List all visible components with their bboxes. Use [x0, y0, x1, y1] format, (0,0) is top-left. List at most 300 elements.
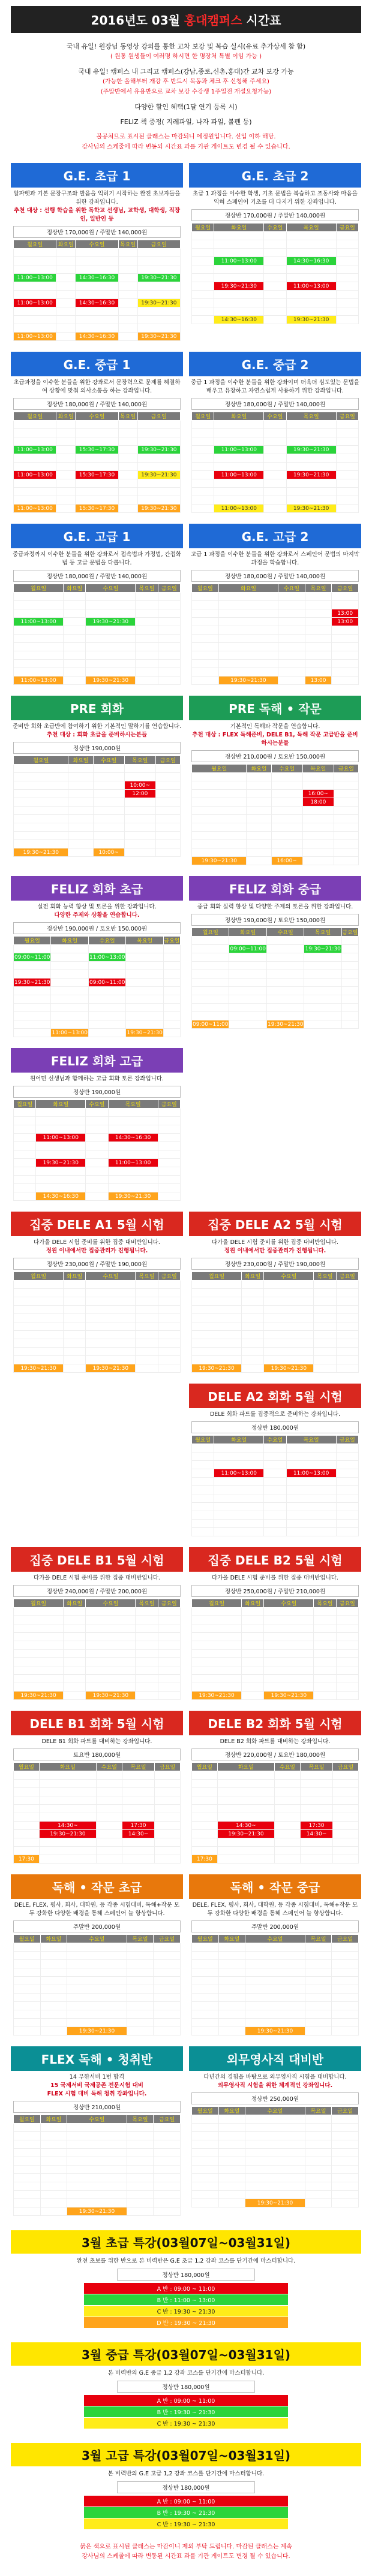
- weekday-header: 목요일: [118, 240, 137, 249]
- schedule-row: [192, 1692, 359, 1700]
- schedule-cell: [217, 1796, 274, 1805]
- timetable-page: [0, 6, 372, 2576]
- course-card: [11, 163, 183, 341]
- schedule-table: [191, 412, 359, 513]
- schedule-cell: [247, 790, 271, 798]
- class-slot: 19:30~21:30: [86, 618, 136, 626]
- schedule-cell: [218, 2149, 245, 2157]
- schedule-cell: [86, 1314, 136, 1322]
- schedule-cell: [155, 1780, 181, 1788]
- schedule-cell: [264, 249, 286, 257]
- schedule-cell: [214, 1478, 264, 1486]
- schedule-cell: [192, 2115, 219, 2124]
- schedule-cell: [242, 1281, 264, 1289]
- schedule-row: [192, 240, 359, 249]
- schedule-row: [192, 668, 359, 677]
- weekday-header: 목요일: [122, 1763, 154, 1771]
- course-price: 정상반 250,000원: [191, 2092, 359, 2104]
- schedule-cell: [264, 1289, 314, 1297]
- schedule-table: [13, 2115, 181, 2216]
- intro-line: 국내 유일! 원장님 동영상 강의를 통한 교차 보강 및 복습 실시(유료 추가상세 참 함): [66, 43, 306, 50]
- schedule-cell: [51, 1004, 88, 1012]
- description-line: 초급과정을 이수한 분들을 위한 강좌로서 문장력으로 문제를 해결하여 상황에 맞춰 의사소통을 하는 강좌입니다.: [13, 379, 181, 394]
- schedule-cell: [64, 1339, 86, 1348]
- course-description: [189, 1735, 361, 1748]
- schedule-cell: [158, 668, 180, 677]
- schedule-row: [192, 1608, 359, 1616]
- monthly-specials: [11, 2230, 361, 2529]
- schedule-cell: [51, 987, 88, 995]
- course-row: [11, 1711, 361, 1864]
- schedule-cell: [341, 962, 358, 970]
- schedule-cell: [86, 1624, 136, 1633]
- schedule-cell: [64, 1306, 86, 1314]
- schedule-cell: [333, 1838, 359, 1847]
- schedule-cell: [275, 1838, 301, 1847]
- schedule-cell: [14, 995, 51, 1004]
- course-title: 독해 • 작문 초급: [11, 1874, 183, 1899]
- schedule-cell: [158, 618, 180, 626]
- schedule-cell: [137, 324, 180, 333]
- schedule-cell: [300, 1855, 332, 1864]
- schedule-cell: [229, 979, 266, 987]
- schedule-cell: [154, 2182, 181, 2191]
- schedule-row: [192, 437, 359, 446]
- schedule-row: [14, 601, 181, 609]
- weekday-header: 월요일: [192, 412, 214, 421]
- schedule-row: [192, 1943, 359, 1952]
- schedule-cell: [192, 1486, 214, 1494]
- schedule-cell: [97, 1813, 122, 1822]
- schedule-cell: [192, 1838, 218, 1847]
- schedule-row: [14, 1683, 181, 1692]
- schedule-cell: [278, 660, 305, 668]
- schedule-cell: [155, 1805, 181, 1813]
- schedule-cell: [154, 1994, 181, 2002]
- schedule-cell: [247, 840, 271, 848]
- class-slot: 17:30: [14, 1855, 40, 1864]
- weekday-header: 목요일: [300, 1763, 332, 1771]
- course-card: [189, 1711, 361, 1864]
- schedule-table: [13, 1272, 181, 1373]
- schedule-cell: [332, 2191, 359, 2199]
- schedule-cell: [76, 316, 118, 324]
- special-price: 정상반 180,000원: [117, 2269, 255, 2281]
- class-slot: 19:30~21:30: [264, 1692, 314, 1700]
- schedule-cell: [118, 479, 137, 488]
- schedule-cell: [14, 1176, 36, 1184]
- schedule-cell: [286, 479, 336, 488]
- schedule-cell: [332, 2019, 359, 2027]
- schedule-cell: [304, 995, 341, 1004]
- class-slot: 15:30~17:30: [76, 471, 118, 479]
- schedule-cell: [126, 970, 163, 979]
- schedule-cell: [305, 2132, 332, 2140]
- schedule-cell: [14, 1297, 64, 1306]
- weekday-header: 월요일: [192, 928, 229, 937]
- schedule-cell: [86, 1167, 108, 1176]
- schedule-cell: [266, 987, 304, 995]
- schedule-cell: [122, 1788, 154, 1796]
- schedule-cell: [158, 1650, 180, 1658]
- schedule-cell: [302, 823, 334, 832]
- schedule-cell: [88, 1029, 125, 1037]
- schedule-cell: [302, 781, 334, 790]
- schedule-cell: [245, 2115, 305, 2124]
- schedule-cell: [97, 1771, 122, 1780]
- schedule-cell: [118, 505, 137, 513]
- schedule-cell: [68, 765, 93, 773]
- schedule-cell: [64, 1289, 86, 1297]
- schedule-row: [14, 471, 181, 479]
- schedule-cell: [192, 1830, 218, 1838]
- weekday-header: 월요일: [14, 240, 56, 249]
- schedule-cell: [192, 1771, 218, 1780]
- schedule-row: [192, 1813, 359, 1822]
- schedule-cell: [247, 857, 271, 865]
- schedule-cell: [218, 635, 278, 643]
- class-slot: 17:30: [300, 1822, 332, 1830]
- schedule-cell: [286, 299, 336, 307]
- schedule-cell: [278, 593, 305, 601]
- schedule-cell: [56, 463, 76, 471]
- schedule-row: [14, 1650, 181, 1658]
- schedule-row: [14, 945, 181, 953]
- schedule-cell: [56, 437, 76, 446]
- course-price: 정상반 180,000원 / 주말반 140,000원: [191, 570, 359, 582]
- schedule-cell: [127, 2207, 154, 2216]
- schedule-cell: [341, 995, 358, 1004]
- schedule-cell: [314, 1658, 336, 1666]
- schedule-cell: [192, 823, 247, 832]
- schedule-row: [192, 257, 359, 265]
- schedule-cell: [305, 668, 332, 677]
- weekday-header: 목요일: [136, 1272, 158, 1281]
- schedule-cell: [247, 848, 271, 857]
- schedule-cell: [264, 446, 286, 454]
- schedule-row: [192, 291, 359, 299]
- weekday-header: 화요일: [214, 412, 264, 421]
- schedule-cell: [305, 2166, 332, 2174]
- schedule-row: [192, 1297, 359, 1306]
- schedule-cell: [278, 601, 305, 609]
- schedule-cell: [136, 668, 158, 677]
- schedule-cell: [192, 848, 247, 857]
- schedule-cell: [245, 2010, 305, 2019]
- schedule-cell: [214, 463, 264, 471]
- schedule-row: [14, 333, 181, 341]
- schedule-cell: [218, 1960, 245, 1968]
- schedule-cell: [40, 2019, 67, 2027]
- schedule-cell: [64, 643, 86, 651]
- schedule-cell: [218, 609, 278, 618]
- course-card: [11, 1547, 183, 1700]
- schedule-row: [14, 1830, 181, 1838]
- schedule-cell: [118, 463, 137, 471]
- schedule-cell: [341, 1020, 358, 1029]
- weekday-header: 월요일: [192, 1436, 214, 1444]
- course-price: 정상반 210,000원: [13, 2101, 181, 2113]
- schedule-cell: [51, 970, 88, 979]
- schedule-cell: [278, 651, 305, 660]
- schedule-cell: [136, 1364, 158, 1373]
- schedule-cell: [264, 1478, 286, 1486]
- schedule-cell: [334, 773, 358, 781]
- schedule-cell: [64, 1692, 86, 1700]
- schedule-cell: [158, 1142, 180, 1150]
- course-title: 독해 • 작문 중급: [189, 1874, 361, 1899]
- class-slot: 19:30~21:30: [137, 505, 180, 513]
- class-slot: 19:30~21:30: [192, 1692, 242, 1700]
- schedule-cell: [305, 2002, 332, 2010]
- schedule-cell: [14, 1192, 36, 1201]
- schedule-row: [192, 1520, 359, 1528]
- schedule-cell: [14, 249, 56, 257]
- schedule-cell: [126, 1020, 163, 1029]
- schedule-cell: [137, 479, 180, 488]
- schedule-cell: [56, 307, 76, 316]
- schedule-cell: [14, 2132, 41, 2140]
- schedule-cell: [286, 307, 336, 316]
- weekday-header: 월요일: [192, 1763, 218, 1771]
- schedule-row: [192, 1331, 359, 1339]
- schedule-cell: [154, 1960, 181, 1968]
- schedule-cell: [192, 953, 229, 962]
- schedule-cell: [127, 2140, 154, 2149]
- schedule-cell: [242, 1322, 264, 1331]
- schedule-cell: [192, 249, 214, 257]
- schedule-cell: [51, 995, 88, 1004]
- course-price: 정상반 190,000원 / 토요반 150,000원: [13, 922, 181, 934]
- schedule-cell: [218, 1985, 245, 1994]
- class-slot: 19:30~21:30: [192, 1364, 242, 1373]
- schedule-row: [14, 2149, 181, 2157]
- weekday-header: 금요일: [158, 1599, 180, 1608]
- schedule-cell: [127, 2132, 154, 2140]
- schedule-cell: [136, 618, 158, 626]
- schedule-cell: [302, 807, 334, 815]
- schedule-cell: [14, 626, 64, 635]
- schedule-cell: [275, 1796, 301, 1805]
- schedule-cell: [86, 1641, 136, 1650]
- schedule-cell: [118, 274, 137, 282]
- schedule-row: [14, 668, 181, 677]
- schedule-cell: [302, 840, 334, 848]
- schedule-cell: [40, 1952, 67, 1960]
- class-slot: 19:30~21:30: [137, 274, 180, 282]
- schedule-cell: [40, 1968, 67, 1977]
- schedule-cell: [163, 995, 180, 1004]
- schedule-cell: [305, 601, 332, 609]
- schedule-cell: [192, 291, 214, 299]
- schedule-cell: [192, 1675, 242, 1683]
- schedule-cell: [229, 937, 266, 945]
- schedule-cell: [336, 1348, 358, 1356]
- schedule-row: [192, 618, 359, 626]
- schedule-cell: [14, 1109, 36, 1117]
- schedule-cell: [336, 1314, 358, 1322]
- schedule-row: [192, 2166, 359, 2174]
- schedule-cell: [14, 265, 56, 274]
- schedule-cell: [14, 1813, 40, 1822]
- schedule-cell: [336, 463, 358, 471]
- schedule-cell: [40, 1960, 67, 1968]
- schedule-cell: [245, 2019, 305, 2027]
- schedule-cell: [218, 2157, 245, 2166]
- schedule-row: [192, 282, 359, 291]
- schedule-row: [14, 1780, 181, 1788]
- schedule-cell: [192, 1624, 242, 1633]
- schedule-cell: [214, 1528, 264, 1536]
- schedule-cell: [158, 677, 180, 685]
- description-line: 다가올 DELE 시험 준비를 위한 집중 대비반입니다.: [34, 1239, 160, 1246]
- schedule-cell: [136, 1322, 158, 1331]
- schedule-row: [14, 454, 181, 463]
- schedule-cell: [217, 1805, 274, 1813]
- class-slot: 19:30~21:30: [14, 979, 50, 986]
- schedule-cell: [192, 1348, 242, 1356]
- schedule-cell: [264, 1616, 314, 1624]
- schedule-cell: [336, 454, 358, 463]
- course-row: [11, 1048, 361, 1201]
- schedule-cell: [86, 1289, 136, 1297]
- schedule-cell: [275, 1813, 301, 1822]
- schedule-cell: [245, 2132, 305, 2140]
- schedule-cell: [332, 1952, 359, 1960]
- weekday-header: 화요일: [217, 1763, 274, 1771]
- schedule-cell: [64, 1608, 86, 1616]
- schedule-cell: [118, 282, 137, 291]
- schedule-cell: [314, 1683, 336, 1692]
- schedule-row: [14, 1616, 181, 1624]
- schedule-row: [14, 463, 181, 471]
- schedule-cell: [218, 2002, 245, 2010]
- schedule-cell: [124, 815, 155, 823]
- schedule-row: [14, 1666, 181, 1675]
- schedule-cell: [86, 643, 136, 651]
- schedule-cell: [336, 429, 358, 437]
- schedule-cell: [67, 1977, 127, 1985]
- schedule-cell: [302, 857, 334, 865]
- schedule-cell: [229, 995, 266, 1004]
- schedule-cell: [264, 1297, 314, 1306]
- schedule-row: [192, 496, 359, 505]
- course-description: [189, 1572, 361, 1585]
- schedule-cell: [305, 1943, 332, 1952]
- class-slot: 19:30~21:30: [137, 471, 180, 479]
- schedule-cell: [341, 1012, 358, 1020]
- schedule-row: [14, 790, 181, 798]
- schedule-table: [13, 1934, 181, 2036]
- weekday-header: 금요일: [137, 240, 180, 249]
- intro-line: (가능한 올해부터 개강 후 반드시 목동과 체크 후 신청해 주세요): [103, 78, 269, 85]
- schedule-row: [14, 505, 181, 513]
- schedule-cell: [264, 1339, 314, 1348]
- course-price: 정상반 220,000원 / 토요반 180,000원: [191, 1748, 359, 1760]
- description-line: 중급 1 과정을 이수한 분들을 위한 강좌이며 더욱더 심도있는 문법을 배우고 유창하고 자연스럽게 사용하기 위한 강좌입니다.: [190, 379, 359, 394]
- schedule-cell: [192, 1511, 214, 1520]
- schedule-cell: [304, 987, 341, 995]
- schedule-cell: [14, 2207, 41, 2216]
- schedule-cell: [286, 1486, 336, 1494]
- schedule-cell: [93, 815, 124, 823]
- schedule-cell: [192, 1469, 214, 1478]
- schedule-cell: [192, 660, 219, 668]
- schedule-cell: [64, 1624, 86, 1633]
- schedule-cell: [14, 1838, 40, 1847]
- schedule-cell: [266, 1012, 304, 1020]
- schedule-cell: [127, 1952, 154, 1960]
- schedule-cell: [264, 1641, 314, 1650]
- schedule-cell: [245, 1952, 305, 1960]
- schedule-cell: [214, 299, 264, 307]
- schedule-cell: [336, 446, 358, 454]
- schedule-cell: [14, 1616, 64, 1624]
- schedule-row: [14, 1281, 181, 1289]
- schedule-cell: [88, 962, 125, 970]
- weekday-header: 월요일: [192, 584, 219, 593]
- schedule-cell: [64, 626, 86, 635]
- schedule-cell: [14, 1322, 64, 1331]
- weekday-header: 화요일: [214, 224, 264, 232]
- class-slot: 19:30~21:30: [67, 2207, 127, 2216]
- weekday-header: 금요일: [341, 928, 358, 937]
- schedule-cell: [332, 1968, 359, 1977]
- schedule-row: [14, 1142, 181, 1150]
- schedule-cell: [192, 2132, 219, 2140]
- schedule-row: [14, 1675, 181, 1683]
- schedule-row: [14, 651, 181, 660]
- schedule-cell: [286, 496, 336, 505]
- schedule-cell: [192, 1943, 219, 1952]
- schedule-cell: [118, 333, 137, 341]
- schedule-cell: [218, 2019, 245, 2027]
- schedule-cell: [333, 1813, 359, 1822]
- schedule-row: [192, 1348, 359, 1356]
- schedule-cell: [286, 1520, 336, 1528]
- schedule-cell: [314, 1356, 336, 1364]
- schedule-table: [191, 1934, 359, 2036]
- schedule-row: [14, 1658, 181, 1666]
- special-title: 3월 중급 특강(03월07일~03월31일): [11, 2342, 361, 2366]
- schedule-cell: [336, 1683, 358, 1692]
- class-slot: 11:00~13:00: [14, 618, 64, 626]
- class-slot: 16:00~: [302, 790, 334, 798]
- class-slot: 10:00~: [93, 848, 124, 857]
- schedule-cell: [154, 2132, 181, 2140]
- special-slot: A 반 : 09:00 ~ 11:00: [84, 2395, 288, 2406]
- schedule-row: [192, 1650, 359, 1658]
- schedule-cell: [192, 643, 219, 651]
- schedule-cell: [158, 1348, 180, 1356]
- schedule-cell: [97, 1847, 122, 1855]
- schedule-cell: [336, 1281, 358, 1289]
- schedule-cell: [14, 1314, 64, 1322]
- class-slot: 14:30~: [300, 1830, 332, 1838]
- schedule-cell: [86, 651, 136, 660]
- schedule-row: [14, 643, 181, 651]
- schedule-cell: [264, 1314, 314, 1322]
- schedule-cell: [39, 1771, 96, 1780]
- schedule-cell: [14, 316, 56, 324]
- schedule-row: [192, 807, 359, 815]
- weekday-header: 화요일: [229, 928, 266, 937]
- schedule-cell: [286, 1478, 336, 1486]
- course-row: [11, 2046, 361, 2216]
- schedule-cell: [86, 1658, 136, 1666]
- weekday-header: 수요일: [86, 584, 136, 593]
- schedule-cell: [14, 1683, 64, 1692]
